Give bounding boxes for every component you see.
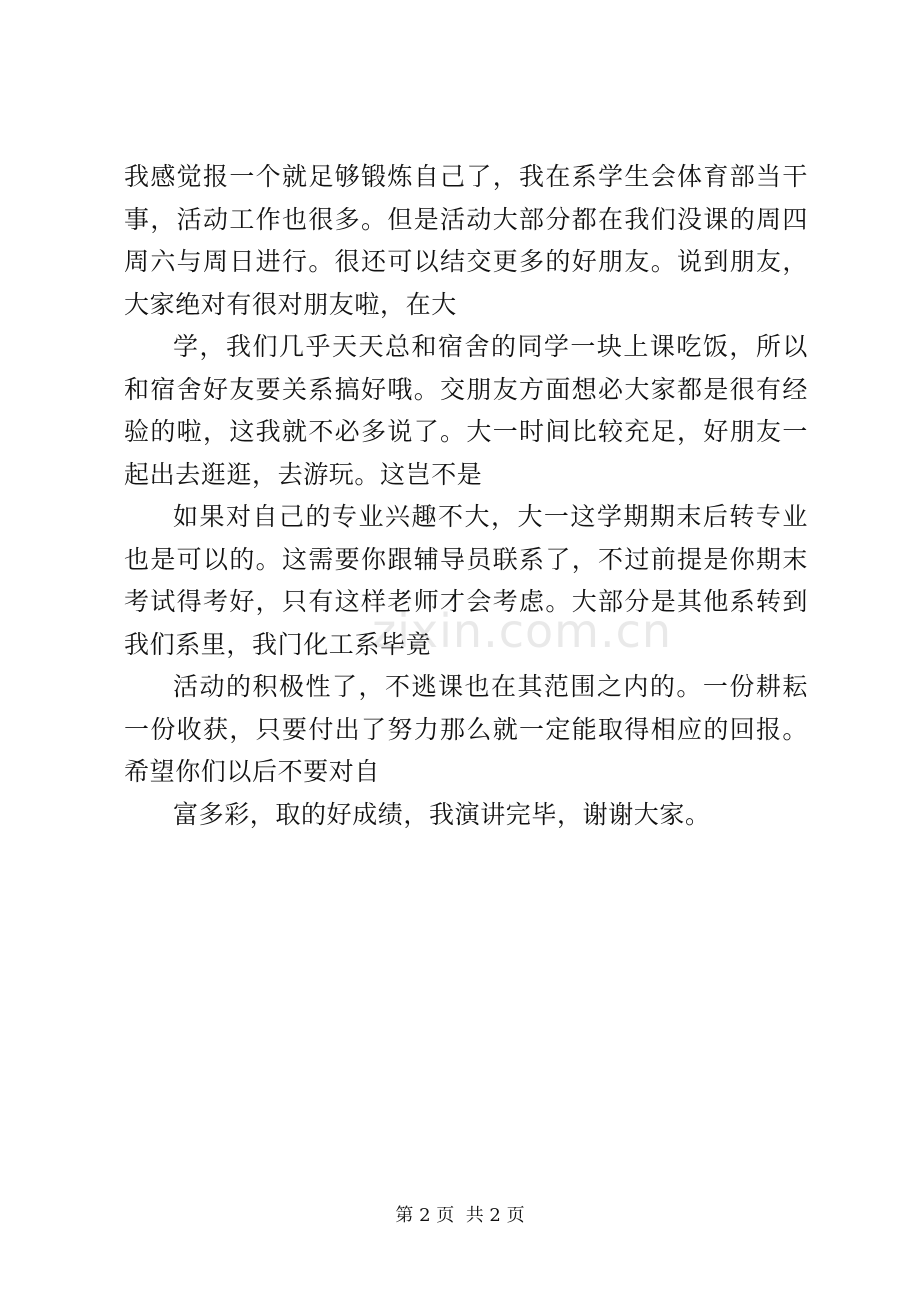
- paragraph-5: 富多彩，取的好成绩，我演讲完毕，谢谢大家。: [173, 799, 711, 829]
- paragraph-3: 如果对自己的专业兴趣不大，大一这学期期末后转专业也是可以的。这需要你跟辅导员联系了，不过前提是你期末考试得考好，只有这样老师才会考虑。大部分是其他系转到我们系里，我门化工系毕竟: [124, 502, 808, 659]
- document-body: [124, 156, 808, 836]
- paragraph-4: 活动的积极性了，不逃课也在其范围之内的。一份耕耘一份收获，只要付出了努力那么就一定能取得相应的回报。希望你们以后不要对自: [124, 672, 808, 786]
- paragraph-1: 我感觉报一个就足够锻炼自己了，我在系学生会体育部当干事，活动工作也很多。但是活动大部分都在我们没课的周四周六与周日进行。很还可以结交更多的好朋友。说到朋友，大家绝对有很对朋友啦，在大: [124, 162, 808, 319]
- paragraph-2: 学，我们几乎天天总和宿舍的同学一块上课吃饭，所以和宿舍好友要关系搞好哦。交朋友方面想必大家都是很有经验的啦，这我就不必多说了。大一时间比较充足，好朋友一起出去逛逛，去游玩。这岂不是: [124, 332, 808, 489]
- page-number: 第 2 页 共 2 页: [395, 1205, 525, 1226]
- page-footer: [0, 1201, 920, 1227]
- watermark: zixin.com.cn: [372, 604, 673, 658]
